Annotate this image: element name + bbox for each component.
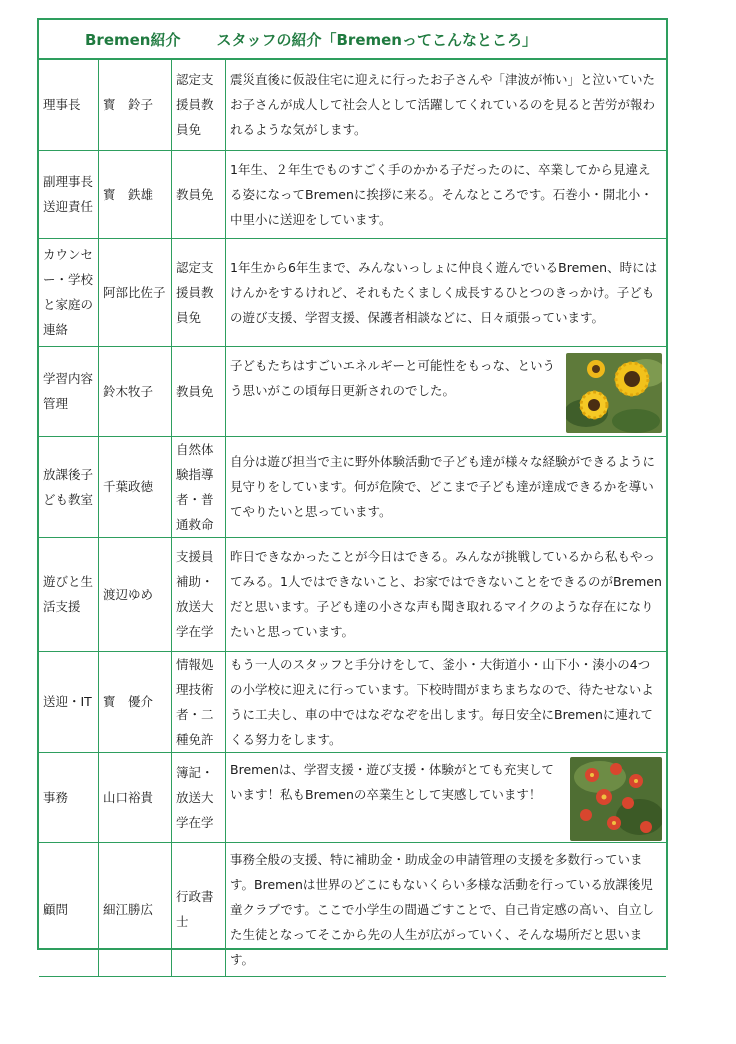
table-row [39,150,666,238]
name-cell: 阿部比佐子 [99,238,172,346]
name-cell: 千葉政徳 [99,436,172,537]
role-cell: カウンセー・学校と家庭の連絡 [39,238,99,346]
qualification-cell: 情報処理技術者・二種免許 [172,651,226,752]
table-row [39,842,666,976]
name-cell: 渡辺ゆめ [99,537,172,651]
table-row [39,752,666,842]
role-cell: 理事長 [39,60,99,150]
description-cell [226,60,667,150]
role-cell: 遊びと生活支援 [39,537,99,651]
sunflower-photo [566,353,662,433]
staff-table [39,60,666,977]
description-cell [226,842,667,976]
name-cell: 山口裕貴 [99,752,172,842]
qualification-cell: 行政書士 [172,842,226,976]
qualification-cell: 簿記・放送大学在学 [172,752,226,842]
name-cell: 寳 優介 [99,651,172,752]
description-cell [226,150,667,238]
description-text: Bremenは、学習支援・遊び支援・体験がとても充実しています！私もBremenの卒業生として実感しています！ [230,762,554,802]
role-cell: 放課後子ども教室 [39,436,99,537]
table-row [39,60,666,150]
description-cell [226,537,667,651]
table-row [39,238,666,346]
qualification-cell: 自然体験指導者・普通救命 [172,436,226,537]
header-row [39,20,666,60]
description-text: もう一人のスタッフと手分けをして、釜小・大街道小・山下小・湊小の4つの小学校に迎えに行っています。下校時間がまちまちなので、待たせないように工夫し、車の中ではなぞなぞを出します。毎日安全にBremenに連れてくる努力をします。 [230,656,654,747]
description-cell [226,436,667,537]
flower-photo [570,757,662,841]
role-cell: 学習内容管理 [39,346,99,436]
qualification-cell: 教員免 [172,346,226,436]
name-cell: 細江勝広 [99,842,172,976]
qualification-cell: 教員免 [172,150,226,238]
description-cell [226,238,667,346]
qualification-cell: 認定支援員教員免 [172,60,226,150]
description-cell [226,752,667,842]
staff-sheet [37,18,668,967]
description-text: 自分は遊び担当で主に野外体験活動で子ども達が様々な経験ができるように見守りをしています。何が危険で、どこまで子ども達が達成できるかを導いてやりたいと思っています。 [230,454,656,519]
qualification-cell: 支援員補助・放送大学在学 [172,537,226,651]
table-row [39,537,666,651]
description-text: 昨日できなかったことが今日はできる。みんなが挑戦しているから私もやってみる。1人ではできないこと、お家ではできないことをできるのがBremenだと思います。子ども達の小さな声も聞き取れるマイクのような存在になりたいと思っています。 [230,549,662,639]
description-text: 事務全般の支援、特に補助金・助成金の申請管理の支援を多数行っています。Bremenは世界のどこにもないくらい多様な活動を行っている放課後児童クラブです。ここで小学生の間過ごすことで、自己肯定感の高い、自立した生徒となってそこから先の人生が広がっていく、そんな場所だと思います。 [230,851,655,967]
description-cell [226,651,667,752]
role-cell: 送迎・IT [39,651,99,752]
name-cell: 寳 鈴子 [99,60,172,150]
role-cell: 事務 [39,752,99,842]
role-cell: 副理事長送迎責任 [39,150,99,238]
header-title-left: Bremen紹介 [85,30,181,49]
header-title-right: スタッフの紹介「Bremenってこんなところ」 [216,30,537,49]
description-text: 震災直後に仮設住宅に迎えに行ったお子さんや「津波が怖い」と泣いていたお子さんが成人して社会人として活躍してくれているのを見ると苦労が報われるような気がします。 [230,72,656,138]
name-cell: 寳 鉄雄 [99,150,172,238]
description-cell [226,346,667,436]
table-row [39,436,666,537]
qualification-cell: 認定支援員教員免 [172,238,226,346]
description-text: 子どもたちはすごいエネルギーと可能性をもっな、というう思いがこの頃毎日更新されのでした。 [230,358,556,398]
table-row [39,651,666,752]
description-text: 1年生、２年生でものすごく手のかかる子だったのに、卒業してから見違える姿になってBremenに挨拶に来る。そんなところです。石巻小・開北小・中里小に送迎をしています。 [230,161,653,227]
name-cell: 鈴木牧子 [99,346,172,436]
table-row [39,346,666,436]
description-text: 1年生から6年生まで、みんないっしょに仲良く遊んでいるBremen、時にはけんかをするけれど、それもたくましく成長するひとつのきっかけ。子どもの遊び支援、学習支援、保護者相談などに、日々頑張っています。 [230,259,658,325]
role-cell: 顧問 [39,842,99,976]
